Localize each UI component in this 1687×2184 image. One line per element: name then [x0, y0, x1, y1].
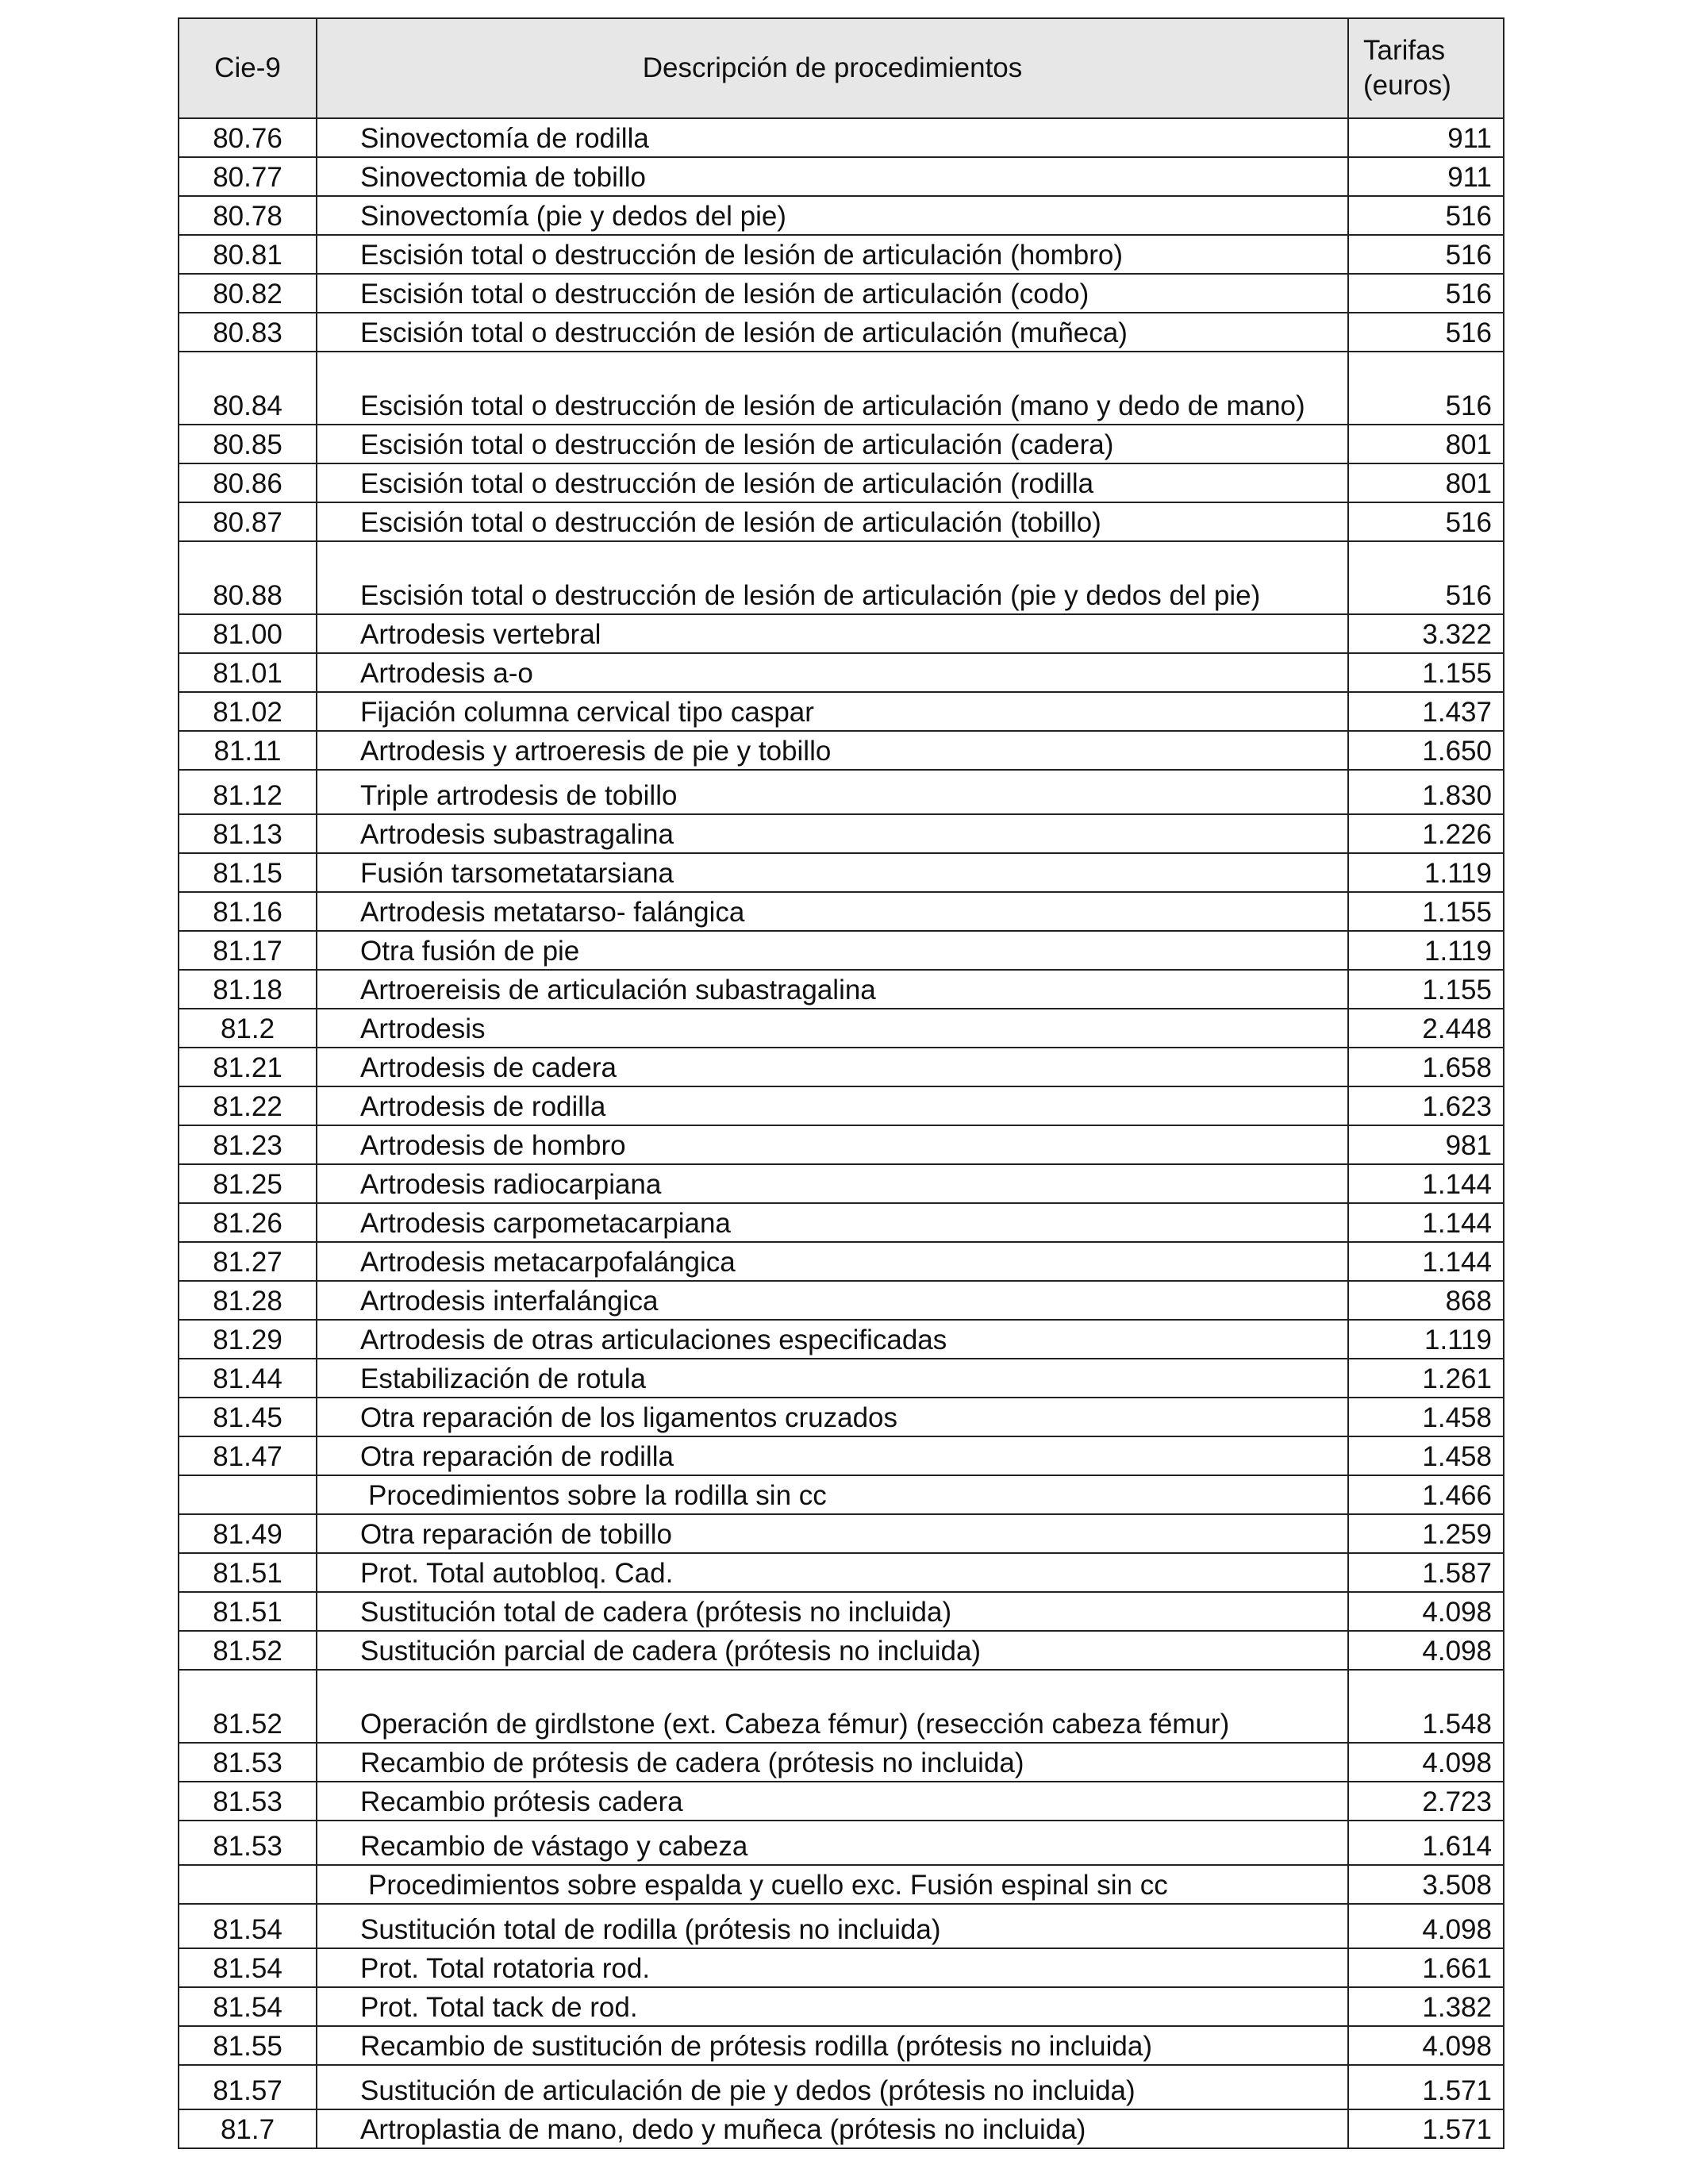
cell-description: Artrodesis vertebral — [317, 614, 1348, 653]
cell-code: 80.86 — [179, 463, 317, 502]
cell-description: Artrodesis a-o — [317, 653, 1348, 692]
cell-tariff: 1.259 — [1348, 1514, 1504, 1553]
cell-code: 81.27 — [179, 1242, 317, 1281]
cell-code: 81.44 — [179, 1359, 317, 1398]
cell-description: Artrodesis radiocarpiana — [317, 1164, 1348, 1203]
table-row — [179, 2065, 1504, 2109]
table-row — [179, 1670, 1504, 1743]
table-row — [179, 274, 1504, 313]
table-row — [179, 1592, 1504, 1631]
cell-code — [179, 1865, 317, 1904]
cell-code: 81.53 — [179, 1743, 317, 1782]
cell-code: 81.25 — [179, 1164, 317, 1203]
cell-code: 80.87 — [179, 502, 317, 541]
cell-tariff: 1.458 — [1348, 1398, 1504, 1436]
cell-code: 81.52 — [179, 1631, 317, 1670]
table-row — [179, 692, 1504, 731]
table-row — [179, 1904, 1504, 1948]
table-row — [179, 1359, 1504, 1398]
table-row — [179, 1436, 1504, 1475]
cell-description: Sustitución total de rodilla (prótesis no incluida) — [317, 1904, 1348, 1948]
table-row — [179, 1203, 1504, 1242]
cell-tariff: 516 — [1348, 502, 1504, 541]
cell-code: 81.53 — [179, 1782, 317, 1821]
cell-tariff: 4.098 — [1348, 1592, 1504, 1631]
table-row — [179, 352, 1504, 425]
table-row — [179, 1743, 1504, 1782]
cell-description: Sustitución parcial de cadera (prótesis no incluida) — [317, 1631, 1348, 1670]
cell-description: Escisión total o destrucción de lesión de articulación (tobillo) — [317, 502, 1348, 541]
cell-tariff: 1.382 — [1348, 1987, 1504, 2026]
cell-description: Sinovectomía de rodilla — [317, 118, 1348, 157]
cell-code: 81.13 — [179, 814, 317, 853]
table-row — [179, 970, 1504, 1009]
table-row — [179, 892, 1504, 931]
cell-code: 80.88 — [179, 541, 317, 614]
cell-description: Escisión total o destrucción de lesión de articulación (cadera) — [317, 425, 1348, 463]
cell-code: 81.51 — [179, 1553, 317, 1592]
cell-tariff: 1.587 — [1348, 1553, 1504, 1592]
cell-description: Artrodesis subastragalina — [317, 814, 1348, 853]
cell-tariff: 911 — [1348, 118, 1504, 157]
table-row — [179, 196, 1504, 235]
cell-tariff: 1.650 — [1348, 731, 1504, 770]
cell-tariff: 3.322 — [1348, 614, 1504, 653]
cell-code: 81.22 — [179, 1086, 317, 1125]
cell-tariff: 1.144 — [1348, 1242, 1504, 1281]
cell-tariff: 1.155 — [1348, 892, 1504, 931]
table-row — [179, 1987, 1504, 2026]
cell-tariff: 4.098 — [1348, 1904, 1504, 1948]
cell-description: Escisión total o destrucción de lesión de articulación (muñeca) — [317, 313, 1348, 352]
table-row — [179, 853, 1504, 892]
cell-description: Prot. Total rotatoria rod. — [317, 1948, 1348, 1987]
table-row — [179, 1948, 1504, 1987]
cell-description: Otra fusión de pie — [317, 931, 1348, 970]
cell-code: 80.81 — [179, 235, 317, 274]
cell-description: Escisión total o destrucción de lesión de articulación (rodilla — [317, 463, 1348, 502]
cell-code: 80.77 — [179, 157, 317, 196]
cell-code: 81.45 — [179, 1398, 317, 1436]
table-row — [179, 463, 1504, 502]
cell-tariff: 868 — [1348, 1281, 1504, 1320]
table-row — [179, 1514, 1504, 1553]
cell-code: 81.53 — [179, 1821, 317, 1865]
table-body — [179, 118, 1504, 2148]
cell-code: 80.78 — [179, 196, 317, 235]
header-code: Cie-9 — [179, 18, 317, 118]
table-row — [179, 1048, 1504, 1086]
cell-code: 81.00 — [179, 614, 317, 653]
cell-code: 81.49 — [179, 1514, 317, 1553]
cell-description: Sinovectomía (pie y dedos del pie) — [317, 196, 1348, 235]
cell-tariff: 1.548 — [1348, 1670, 1504, 1743]
cell-description: Prot. Total tack de rod. — [317, 1987, 1348, 2026]
cell-description: Artrodesis de rodilla — [317, 1086, 1348, 1125]
table-row — [179, 814, 1504, 853]
cell-code: 81.29 — [179, 1320, 317, 1359]
cell-description: Escisión total o destrucción de lesión de articulación (pie y dedos del pie) — [317, 541, 1348, 614]
cell-tariff: 981 — [1348, 1125, 1504, 1164]
cell-description: Escisión total o destrucción de lesión de articulación (hombro) — [317, 235, 1348, 274]
cell-code: 80.83 — [179, 313, 317, 352]
cell-code: 81.23 — [179, 1125, 317, 1164]
cell-description: Recambio de sustitución de prótesis rodilla (prótesis no incluida) — [317, 2026, 1348, 2065]
cell-tariff: 516 — [1348, 235, 1504, 274]
cell-tariff: 1.571 — [1348, 2065, 1504, 2109]
cell-description: Otra reparación de rodilla — [317, 1436, 1348, 1475]
cell-description: Prot. Total autobloq. Cad. — [317, 1553, 1348, 1592]
cell-tariff: 2.723 — [1348, 1782, 1504, 1821]
cell-description: Artrodesis carpometacarpiana — [317, 1203, 1348, 1242]
cell-tariff: 1.661 — [1348, 1948, 1504, 1987]
cell-tariff: 4.098 — [1348, 2026, 1504, 2065]
cell-description: Artrodesis interfalángica — [317, 1281, 1348, 1320]
cell-code: 81.26 — [179, 1203, 317, 1242]
header-tariff: Tarifas (euros) — [1348, 18, 1504, 118]
cell-description: Sustitución total de cadera (prótesis no incluida) — [317, 1592, 1348, 1631]
cell-tariff: 1.261 — [1348, 1359, 1504, 1398]
header-row — [179, 18, 1504, 118]
table-row — [179, 157, 1504, 196]
cell-tariff: 4.098 — [1348, 1743, 1504, 1782]
cell-tariff: 801 — [1348, 425, 1504, 463]
table-row — [179, 1281, 1504, 1320]
cell-description: Recambio de vástago y cabeza — [317, 1821, 1348, 1865]
cell-tariff: 1.144 — [1348, 1203, 1504, 1242]
table-row — [179, 1242, 1504, 1281]
table-row — [179, 1553, 1504, 1592]
cell-description: Sinovectomia de tobillo — [317, 157, 1348, 196]
cell-code: 81.51 — [179, 1592, 317, 1631]
cell-description: Otra reparación de tobillo — [317, 1514, 1348, 1553]
cell-code: 81.7 — [179, 2109, 317, 2148]
table-row — [179, 235, 1504, 274]
cell-description: Artrodesis de hombro — [317, 1125, 1348, 1164]
table-row — [179, 1398, 1504, 1436]
cell-tariff: 1.458 — [1348, 1436, 1504, 1475]
cell-tariff: 1.155 — [1348, 653, 1504, 692]
cell-description: Operación de girdlstone (ext. Cabeza fémur) (resección cabeza fémur) — [317, 1670, 1348, 1743]
cell-code: 80.85 — [179, 425, 317, 463]
cell-description: Artrodesis de otras articulaciones especificadas — [317, 1320, 1348, 1359]
table-row — [179, 1821, 1504, 1865]
cell-code: 81.16 — [179, 892, 317, 931]
cell-tariff: 1.226 — [1348, 814, 1504, 853]
table-row — [179, 502, 1504, 541]
cell-tariff: 4.098 — [1348, 1631, 1504, 1670]
cell-description: Artrodesis y artroeresis de pie y tobillo — [317, 731, 1348, 770]
table-row — [179, 1125, 1504, 1164]
table-row — [179, 1320, 1504, 1359]
table-row — [179, 770, 1504, 814]
cell-description: Triple artrodesis de tobillo — [317, 770, 1348, 814]
table-row — [179, 614, 1504, 653]
table-row — [179, 731, 1504, 770]
cell-code: 80.84 — [179, 352, 317, 425]
cell-tariff: 516 — [1348, 313, 1504, 352]
cell-description: Fusión tarsometatarsiana — [317, 853, 1348, 892]
table-row — [179, 1164, 1504, 1203]
table-row — [179, 2026, 1504, 2065]
cell-description: Sustitución de articulación de pie y dedos (prótesis no incluida) — [317, 2065, 1348, 2109]
cell-tariff: 516 — [1348, 196, 1504, 235]
cell-description: Artroplastia de mano, dedo y muñeca (prótesis no incluida) — [317, 2109, 1348, 2148]
table-row — [179, 1631, 1504, 1670]
table-row — [179, 118, 1504, 157]
table-header — [179, 18, 1504, 118]
table-row — [179, 541, 1504, 614]
cell-tariff: 1.119 — [1348, 1320, 1504, 1359]
cell-tariff: 801 — [1348, 463, 1504, 502]
table-row — [179, 1865, 1504, 1904]
cell-code — [179, 1475, 317, 1514]
cell-tariff: 3.508 — [1348, 1865, 1504, 1904]
cell-code: 81.12 — [179, 770, 317, 814]
table-row — [179, 425, 1504, 463]
cell-code: 81.17 — [179, 931, 317, 970]
cell-tariff: 1.571 — [1348, 2109, 1504, 2148]
cell-tariff: 1.119 — [1348, 853, 1504, 892]
cell-tariff: 1.466 — [1348, 1475, 1504, 1514]
cell-tariff: 1.144 — [1348, 1164, 1504, 1203]
cell-tariff: 1.614 — [1348, 1821, 1504, 1865]
cell-code: 80.76 — [179, 118, 317, 157]
cell-tariff: 1.119 — [1348, 931, 1504, 970]
cell-description: Artrodesis metacarpofalángica — [317, 1242, 1348, 1281]
cell-code: 81.54 — [179, 1948, 317, 1987]
cell-code: 81.28 — [179, 1281, 317, 1320]
cell-code: 81.54 — [179, 1904, 317, 1948]
cell-tariff: 1.623 — [1348, 1086, 1504, 1125]
table-row — [179, 313, 1504, 352]
cell-code: 81.54 — [179, 1987, 317, 2026]
tariff-table — [178, 17, 1504, 2149]
cell-description: Procedimientos sobre la rodilla sin cc — [317, 1475, 1348, 1514]
cell-tariff: 1.437 — [1348, 692, 1504, 731]
cell-code: 81.52 — [179, 1670, 317, 1743]
cell-tariff: 516 — [1348, 541, 1504, 614]
table-row — [179, 1475, 1504, 1514]
cell-description: Otra reparación de los ligamentos cruzados — [317, 1398, 1348, 1436]
cell-description: Artrodesis de cadera — [317, 1048, 1348, 1086]
cell-tariff: 2.448 — [1348, 1009, 1504, 1048]
cell-description: Recambio prótesis cadera — [317, 1782, 1348, 1821]
cell-description: Escisión total o destrucción de lesión de articulación (mano y dedo de mano) — [317, 352, 1348, 425]
cell-description: Estabilización de rotula — [317, 1359, 1348, 1398]
cell-description: Fijación columna cervical tipo caspar — [317, 692, 1348, 731]
cell-tariff: 911 — [1348, 157, 1504, 196]
cell-code: 81.57 — [179, 2065, 317, 2109]
cell-description: Escisión total o destrucción de lesión de articulación (codo) — [317, 274, 1348, 313]
cell-description: Procedimientos sobre espalda y cuello exc. Fusión espinal sin cc — [317, 1865, 1348, 1904]
header-description: Descripción de procedimientos — [317, 18, 1348, 118]
table-row — [179, 1782, 1504, 1821]
cell-tariff: 1.658 — [1348, 1048, 1504, 1086]
table-row — [179, 931, 1504, 970]
table-row — [179, 653, 1504, 692]
table-row — [179, 1086, 1504, 1125]
cell-code: 81.2 — [179, 1009, 317, 1048]
cell-description: Artroereisis de articulación subastragalina — [317, 970, 1348, 1009]
cell-description: Artrodesis — [317, 1009, 1348, 1048]
cell-tariff: 516 — [1348, 274, 1504, 313]
cell-code: 81.11 — [179, 731, 317, 770]
cell-code: 81.01 — [179, 653, 317, 692]
cell-code: 81.18 — [179, 970, 317, 1009]
cell-tariff: 1.155 — [1348, 970, 1504, 1009]
cell-description: Recambio de prótesis de cadera (prótesis no incluida) — [317, 1743, 1348, 1782]
cell-code: 81.02 — [179, 692, 317, 731]
cell-description: Artrodesis metatarso- falángica — [317, 892, 1348, 931]
cell-code: 81.15 — [179, 853, 317, 892]
cell-code: 81.55 — [179, 2026, 317, 2065]
cell-code: 80.82 — [179, 274, 317, 313]
table-row — [179, 2109, 1504, 2148]
cell-code: 81.21 — [179, 1048, 317, 1086]
cell-code: 81.47 — [179, 1436, 317, 1475]
cell-tariff: 1.830 — [1348, 770, 1504, 814]
cell-tariff: 516 — [1348, 352, 1504, 425]
table-row — [179, 1009, 1504, 1048]
